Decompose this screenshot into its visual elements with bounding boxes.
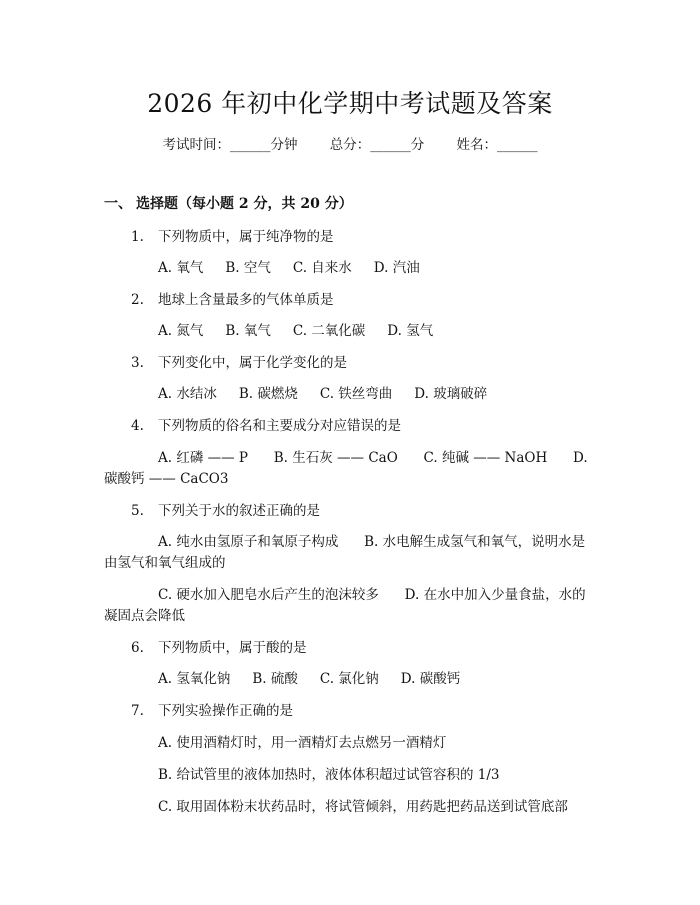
- question-7-option-a: A. 使用酒精灯时，用一酒精灯去点燃另一酒精灯: [158, 735, 447, 751]
- question-number: 3.: [131, 355, 144, 371]
- question-6-options: [158, 667, 482, 687]
- option-d: D. 玻璃破碎: [414, 386, 488, 402]
- option-d: D. 碳酸钙: [400, 671, 461, 687]
- question-5-options-line1: A. 纯水由氢原子和氧原子构成 B. 水电解生成氢气和氧气，说明水是: [158, 534, 586, 550]
- question-text: 下列关于水的叙述正确的是: [158, 503, 320, 519]
- option-c: C. 氯化钠: [319, 671, 379, 687]
- section-heading: [104, 193, 353, 213]
- question-5-options-line2: 由氢气和氧气组成的: [104, 555, 226, 571]
- option-b: B. 碳燃烧: [238, 386, 298, 402]
- option-a: A. 水结冰: [158, 386, 217, 402]
- question-2: [131, 288, 334, 308]
- question-number: 1.: [131, 229, 144, 245]
- option-b: B. 氧气: [225, 323, 271, 339]
- section-number: 一、: [104, 196, 132, 212]
- question-1: [131, 225, 334, 245]
- option-a: A. 氢氧化钠: [158, 671, 231, 687]
- question-text: 下列变化中，属于化学变化的是: [158, 355, 347, 371]
- option-c: C. 铁丝弯曲: [319, 386, 393, 402]
- question-7-option-c: C. 取用固体粉末状药品时，将试管倾斜，用药匙把药品送到试管底部: [158, 799, 568, 815]
- student-name: 姓名：______: [456, 137, 538, 153]
- option-c: C. 自来水: [292, 260, 352, 276]
- question-number: 5.: [131, 503, 144, 519]
- question-7-option-b: B. 给试管里的液体加热时，液体体积超过试管容积的 1/3: [158, 767, 500, 783]
- exam-info: [0, 133, 700, 153]
- option-c: C. 二氧化碳: [292, 323, 366, 339]
- page-title: 2026 年初中化学期中考试题及答案: [147, 89, 553, 118]
- exam-time: 考试时间：______分钟: [162, 137, 298, 153]
- question-5-options-line4: 凝固点会降低: [104, 608, 185, 624]
- question-number: 6.: [131, 640, 144, 656]
- section-label: 选择题（每小题 2 分，共 20 分）: [136, 196, 353, 212]
- option-a: A. 氧气: [158, 260, 204, 276]
- question-text: 下列实验操作正确的是: [158, 703, 293, 719]
- option-d: D. 汽油: [373, 260, 420, 276]
- question-7: [131, 699, 293, 719]
- question-text: 下列物质中，属于纯净物的是: [158, 229, 334, 245]
- question-5-options-line3: C. 硬水加入肥皂水后产生的泡沫较多 D. 在水中加入少量食盐，水的: [158, 587, 586, 603]
- question-text: 地球上含量最多的气体单质是: [158, 292, 334, 308]
- question-number: 4.: [131, 418, 144, 434]
- option-a: A. 氮气: [158, 323, 204, 339]
- question-text: 下列物质中，属于酸的是: [158, 640, 307, 656]
- option-d: D. 氢气: [387, 323, 434, 339]
- question-4-options-line2: 碳酸钙 —— CaCO3: [104, 471, 229, 487]
- option-b: B. 硫酸: [252, 671, 298, 687]
- option-b: B. 空气: [225, 260, 271, 276]
- exam-score: 总分：______分: [329, 137, 425, 153]
- question-number: 7.: [131, 703, 144, 719]
- question-text: 下列物质的俗名和主要成分对应错误的是: [158, 418, 401, 434]
- question-6: [131, 636, 307, 656]
- question-5: [131, 499, 320, 519]
- question-number: 2.: [131, 292, 144, 308]
- question-2-options: [158, 319, 455, 339]
- question-1-options: [158, 256, 442, 276]
- question-4: [131, 414, 401, 434]
- question-3: [131, 351, 347, 371]
- question-4-options-line1: A. 红磷 —— P B. 生石灰 —— CaO C. 纯碱 —— NaOH D.: [158, 450, 588, 466]
- question-3-options: [158, 382, 509, 402]
